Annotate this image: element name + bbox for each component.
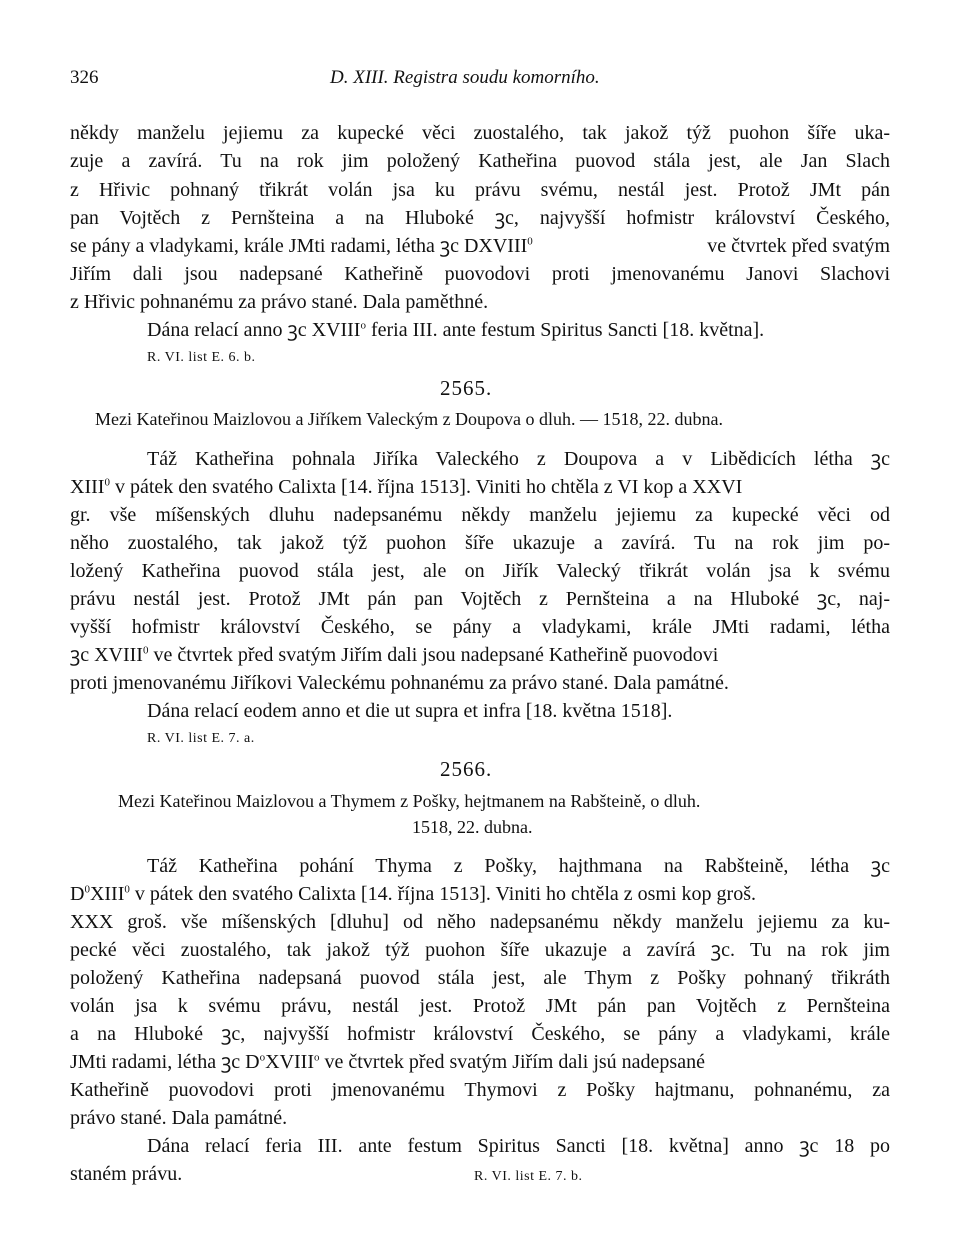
entry-number: 2566.: [440, 757, 493, 781]
dating-line: Dána relací feria III. ante festum Spiritus Sancti [18. května] anno ꝫc 18 po: [147, 1135, 890, 1157]
text-line: pecké věci zuostalého, tak jakož týž puohon šíře ukazuje a zavírá ꝫc. Tu na rok jim: [70, 939, 890, 961]
text-line: Táž Katheřina pohání Thyma z Pošky, hajthmana na Rabšteině, létha ꝫc: [147, 855, 890, 877]
text-line: proti jmenovanému Jiříkovi Valeckému pohnanému za právo stané. Dala památné.: [70, 672, 729, 694]
text-line: z Hřivic pohnanému za právo stané. Dala paměthné.: [70, 291, 489, 313]
text-line: Katheřině puovodovi proti jmenovanému Thymovi z Pošky hajtmanu, pohnanému, za: [70, 1079, 890, 1101]
text-line: pan Vojtěch z Pernšteina a na Hluboké ꝫc, najvyšší hofmistr království Českého,: [70, 207, 890, 229]
page-number: 326: [70, 67, 99, 88]
entry-regest: Mezi Kateřinou Maizlovou a Thymem z Pošky, hejtmanem na Rabšteině, o dluh.: [118, 791, 701, 811]
text-line: gr. vše míšenských dluhu nadepsanému někdy manželu jejiemu za kupecké věci od: [70, 504, 890, 526]
entry-regest: Mezi Kateřinou Maizlovou a Jiříkem Valeckým z Doupova o dluh. — 1518, 22. dubna.: [95, 409, 724, 429]
text-line: právu nestál jest. Protož JMt pán pan Vojtěch z Pernšteina a na Hluboké ꝫc, naj-: [70, 588, 890, 610]
text-line: JMti radami, létha ꝫc $D^oXVIII^o$ ve čtvrtek před svatým Jiřím dali jsú nadepsané: [70, 1051, 705, 1073]
text-line: ꝫc XVIII$^0$ ve čtvrtek před svatým Jiřím dali jsou nadepsané Katheřině puovodovi: [70, 644, 719, 666]
running-title: D. XIII. Registra soudu komorního.: [330, 67, 600, 88]
text-line: Jiřím dali jsou nadepsané Katheřině puovodovi proti jmenovanému Janovi Slachovi: [70, 263, 890, 285]
dating-line: Dána relací anno ꝫc XVIII$^o$ feria III. ante festum Spiritus Sancti [18. května].: [147, 319, 765, 341]
text-line: ložený Katheřina puovod stála jest, ale on Jiřík Valecký třikrát volán jsa k svému: [70, 560, 890, 582]
entry-regest-date: 1518, 22. dubna.: [412, 817, 533, 837]
text-line: staném právu.: [70, 1163, 183, 1185]
text-line: něho zuostalého, tak jakož týž puohon šíře ukazuje a zavírá. Tu na rok jim po-: [70, 532, 890, 554]
entry-number: 2565.: [440, 376, 493, 400]
text-line: právo stané. Dala památné.: [70, 1107, 288, 1129]
source-reference: R. VI. list E. 6. b.: [147, 350, 256, 365]
text-line: volán jsa k svému právu, nestál jest. Protož JMt pán pan Vojtěch z Pernšteina: [70, 995, 890, 1017]
text-line: XIII$^0$ v pátek den svatého Calixta [14. října 1513]. Viniti ho chtěla z VI kop a XXVI: [70, 476, 743, 498]
text-line: někdy manželu jejiemu za kupecké věci zuostalého, tak jakož týž puohon šíře uka-: [70, 122, 890, 144]
text-line: se pány a vladykami, krále JMti radami, létha ꝫc DXVIII$^0$ ve čtvrtek před svatým: [70, 235, 890, 257]
text-line: $D^0XIII^0$ v pátek den svatého Calixta [14. října 1513]. Viniti ho chtěla z osmi kop groš.: [70, 883, 756, 905]
text-line: z Hřivic pohnaný třikrát volán jsa ku právu svému, nestál jest. Protož JMt pán: [70, 179, 890, 201]
source-reference: R. VI. list E. 7. b.: [474, 1169, 583, 1184]
text-line: položený Katheřina nadepsaná puovod stála jest, ale Thym z Pošky pohnaný třikráth: [70, 967, 890, 989]
text-line: XXX groš. vše míšenských [dluhu] od něho nadepsanému někdy manželu jejiemu za ku-: [70, 911, 890, 933]
text-line: zuje a zavírá. Tu na rok jim položený Katheřina puovod stála jest, ale Jan Slach: [70, 150, 890, 172]
text-line: Táž Katheřina pohnala Jiříka Valeckého z Doupova a v Libědicích létha ꝫc: [147, 448, 890, 470]
source-reference: R. VI. list E. 7. a.: [147, 731, 255, 746]
dating-line: Dána relací eodem anno et die ut supra et infra [18. května 1518].: [147, 700, 673, 722]
text-line: a na Hluboké ꝫc, najvyšší hofmistr království Českého, se pány a vladykami, krále: [70, 1023, 890, 1045]
text-line: vyšší hofmistr království Českého, se pány a vladykami, krále JMti radami, létha: [70, 616, 890, 638]
